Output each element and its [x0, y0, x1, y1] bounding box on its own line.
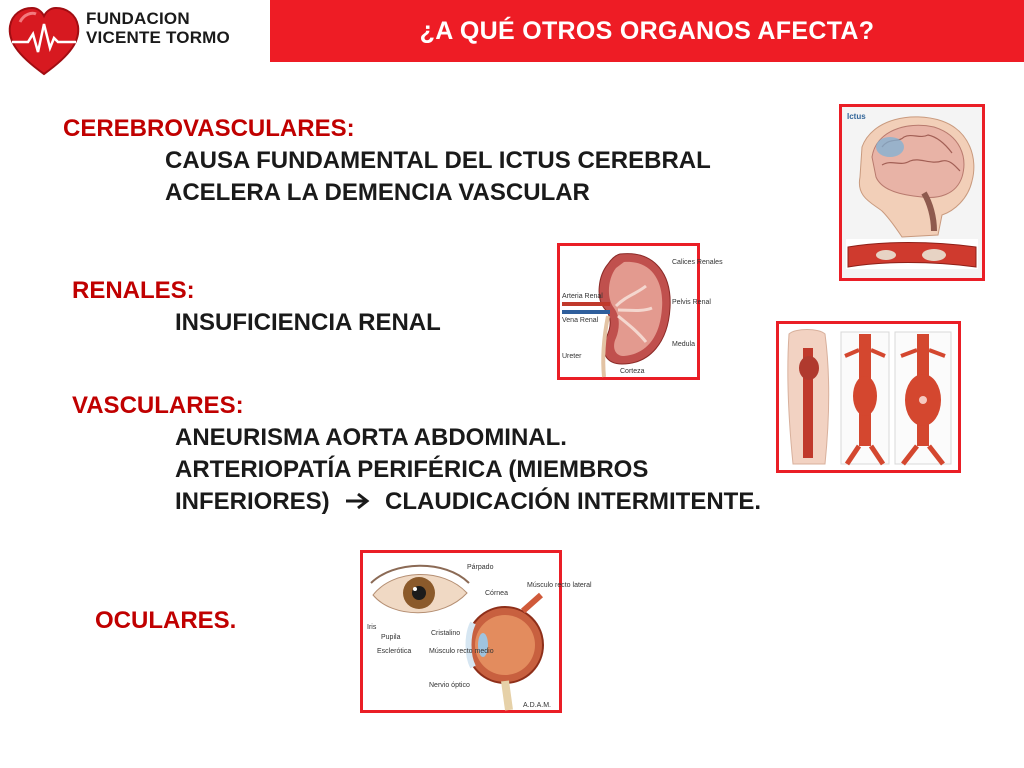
eye-label-cristalino: Cristalino — [431, 630, 461, 637]
section-heading-vascular: VASCULARES: — [72, 392, 244, 419]
cerebrovascular-item-2: ACELERA LA DEMENCIA VASCULAR — [165, 179, 590, 206]
vascular-item-3 — [175, 486, 761, 518]
kidney-label-vena: Vena Renal — [562, 317, 599, 324]
arrow-right-icon — [344, 491, 372, 511]
kidney-label-ureter: Ureter — [562, 353, 582, 360]
vascular-item-3-label: INFERIORES) — [175, 488, 330, 515]
ocular-heading-dot: . — [229, 607, 237, 634]
eye-diagram — [363, 553, 592, 710]
eye-label-nervio: Nervio óptico — [429, 682, 470, 689]
vascular-item-2: ARTERIOPATÍA PERIFÉRICA (MIEMBROS — [175, 456, 649, 483]
title-bar — [270, 0, 1024, 62]
logo-area — [0, 0, 270, 80]
eye-label-iris: Iris — [367, 624, 377, 631]
aorta-illustration — [776, 321, 961, 473]
eye-label-adam: A.D.A.M. — [523, 702, 552, 709]
eye-label-parpado: Párpado — [467, 564, 494, 571]
eye-label-musculo-lateral: Músculo recto lateral — [527, 582, 592, 589]
eye-label-pupila: Pupila — [381, 634, 401, 641]
eye-label-esclerotica: Esclerótica — [377, 648, 412, 655]
aorta-diagram — [779, 324, 958, 470]
section-heading-ocular — [95, 605, 236, 637]
kidney-illustration — [557, 243, 723, 380]
brain-diagram — [842, 107, 982, 278]
kidney-diagram — [560, 246, 723, 377]
ictus-label: Ictus — [847, 112, 866, 121]
kidney-label-calices: Calices Renales — [672, 259, 723, 266]
logo-line-1: FUNDACION — [86, 9, 190, 28]
vascular-item-4: CLAUDICACIÓN INTERMITENTE. — [385, 488, 762, 515]
kidney-label-corteza: Corteza — [620, 368, 645, 375]
ocular-heading-label: OCULARES — [95, 607, 230, 634]
kidney-label-pelvis: Pelvis Renal — [672, 299, 711, 306]
eye-label-cornea: Córnea — [485, 590, 508, 597]
heart-logo-icon — [6, 4, 82, 78]
section-heading-cerebrovascular: CEREBROVASCULARES: — [63, 115, 355, 142]
kidney-label-medula: Medula — [672, 341, 695, 348]
cerebrovascular-item-1: CAUSA FUNDAMENTAL DEL ICTUS CEREBRAL — [165, 147, 711, 174]
page-title: ¿A QUÉ OTROS ORGANOS AFECTA? — [419, 16, 875, 45]
logo-text — [86, 9, 230, 47]
renal-item-1: INSUFICIENCIA RENAL — [175, 309, 441, 336]
eye-label-musculo-medio: Músculo recto medio — [429, 648, 494, 655]
brain-illustration — [839, 104, 985, 281]
eye-illustration — [360, 550, 592, 713]
logo-line-2: VICENTE TORMO — [86, 28, 230, 47]
kidney-label-arteria: Arteria Renal — [562, 293, 603, 300]
vascular-item-1: ANEURISMA AORTA ABDOMINAL. — [175, 424, 567, 451]
section-heading-renal: RENALES: — [72, 277, 195, 304]
